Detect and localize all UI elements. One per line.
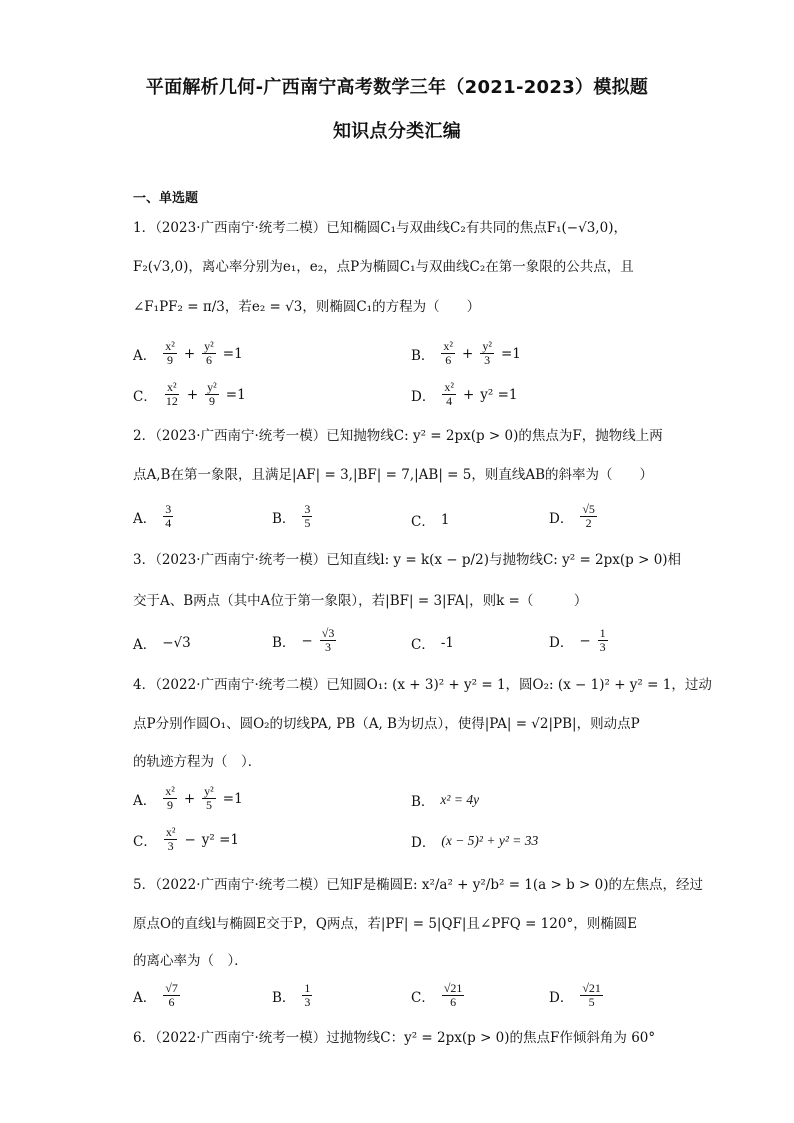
numerator: y² xyxy=(207,380,217,394)
denominator: 12 xyxy=(165,394,178,408)
option-value: (x − 5)² + y² = 33 xyxy=(441,833,539,848)
numerator: √21 xyxy=(582,981,601,995)
denominator: 9 xyxy=(167,353,174,367)
equation-tail: =1 xyxy=(225,386,246,403)
option-c xyxy=(133,826,239,853)
numerator: √5 xyxy=(582,502,595,516)
question-text-line: 5．（2022·广西南宁·统考二模）已知F是椭圆E: x²/a² + y²/b² = 1(a > b > 0)的左焦点，经过 xyxy=(133,877,703,893)
option-label: D． xyxy=(549,989,574,1006)
operator: − xyxy=(184,831,196,848)
fraction xyxy=(598,627,608,654)
option-label: C． xyxy=(411,637,435,653)
option-c xyxy=(411,510,449,530)
question-text-line: 的离心率为（ ）． xyxy=(133,953,248,969)
numerator: x² xyxy=(165,784,175,798)
equation-tail: =1 xyxy=(222,345,243,362)
question-text-line: F₂(√3,0)，离心率分别为e₁，e₂，点P为椭圆C₁与双曲线C₂在第一象限的公共点，且 xyxy=(133,259,634,275)
numerator: 3 xyxy=(304,502,311,516)
fraction xyxy=(442,982,465,1009)
denominator: 4 xyxy=(446,394,453,408)
option-a xyxy=(133,340,243,367)
numerator: x² xyxy=(165,825,176,839)
denominator: 4 xyxy=(165,516,172,530)
option-d xyxy=(549,982,604,1009)
denominator: 3 xyxy=(325,640,332,654)
operator: + xyxy=(462,345,474,362)
option-a xyxy=(133,982,181,1009)
question-text-line: ∠F₁PF₂ = π/3，若e₂ = √3，则椭圆C₁的方程为（ ） xyxy=(133,299,481,315)
option-label: B． xyxy=(272,989,296,1006)
option-label: D． xyxy=(411,835,436,851)
document-title-line-1: 平面解析几何-广西南宁高考数学三年（2021-2023）模拟题 xyxy=(145,77,649,98)
question-text-line: 2．（2023·广西南宁·统考一模）已知抛物线C: y² = 2px(p > 0)的焦点为F，抛物线上两 xyxy=(133,428,663,444)
option-label: A． xyxy=(133,510,157,527)
option-label: C． xyxy=(411,989,435,1006)
fraction xyxy=(302,503,312,530)
question-text-line: 4．（2022·广西南宁·统考二模）已知圆O₁: (x + 3)² + y² = 1，圆O₂: (x − 1)² + y² = 1，过动 xyxy=(133,677,712,693)
option-a xyxy=(133,503,174,530)
option-value: -1 xyxy=(440,635,454,651)
option-label: C． xyxy=(133,388,157,405)
operator: + xyxy=(186,386,199,403)
option-c xyxy=(411,982,465,1009)
fraction xyxy=(164,826,178,853)
option-label: D． xyxy=(549,634,574,651)
question-text-line: 的轨迹方程为（ ）． xyxy=(133,754,262,770)
option-b xyxy=(411,790,479,810)
denominator: 9 xyxy=(167,798,174,812)
numerator: 1 xyxy=(599,626,606,640)
fraction xyxy=(202,785,216,812)
equation-tail: y² =1 xyxy=(201,831,239,848)
denominator: 5 xyxy=(205,798,212,812)
question-text-line: 6．（2022·广西南宁·统考一模）过抛物线C：y² = 2px(p > 0)的焦点F作倾斜角为 60° xyxy=(133,1030,656,1046)
fraction xyxy=(442,381,456,408)
fraction xyxy=(164,381,180,408)
option-label: B． xyxy=(272,634,296,651)
option-value: −√3 xyxy=(162,635,191,651)
option-b xyxy=(411,340,521,367)
option-c xyxy=(411,633,454,653)
option-label: B． xyxy=(272,510,296,527)
fraction xyxy=(480,340,494,367)
question-text-line: 原点O的直线l与椭圆E交于P，Q两点，若|PF| = 5|QF|且∠PFQ = 120°，则椭圆E xyxy=(133,916,638,932)
equation-tail: =1 xyxy=(500,345,521,362)
option-d xyxy=(411,381,517,408)
option-label: A． xyxy=(133,347,157,364)
option-b xyxy=(272,503,313,530)
option-c xyxy=(133,381,246,408)
numerator: x² xyxy=(165,339,175,353)
document-title-line-2: 知识点分类汇编 xyxy=(332,121,462,142)
denominator: 3 xyxy=(599,640,606,654)
option-value: x² = 4y xyxy=(440,792,480,807)
question-text-line: 3．（2023·广西南宁·统考一模）已知直线l: y = k(x − p/2)与抛物线C: y² = 2px(p > 0)相 xyxy=(133,552,682,568)
fraction xyxy=(580,982,603,1009)
question-text-line: 1．（2023·广西南宁·统考二模）已知椭圆C₁与双曲线C₂有共同的焦点F₁(−√3,0)， xyxy=(133,220,627,236)
denominator: 6 xyxy=(205,353,212,367)
numerator: 3 xyxy=(165,502,172,516)
denominator: 9 xyxy=(208,394,215,408)
denominator: 2 xyxy=(585,516,592,530)
fraction xyxy=(205,381,219,408)
numerator: x² xyxy=(167,380,177,394)
numerator: √21 xyxy=(443,981,463,995)
option-label: B． xyxy=(411,794,435,810)
fraction xyxy=(302,982,312,1009)
denominator: 6 xyxy=(450,995,457,1009)
denominator: 3 xyxy=(484,353,491,367)
operator: + xyxy=(183,790,196,807)
option-label: A． xyxy=(133,792,157,809)
option-label: A． xyxy=(133,637,157,653)
option-b xyxy=(272,627,337,654)
fraction xyxy=(163,982,180,1009)
numerator: x² xyxy=(444,380,454,394)
question-text-line: 点A,B在第一象限，且满足|AF| = 3,|BF| = 7,|AB| = 5，则直线AB的斜率为（ ） xyxy=(133,467,654,483)
equation-tail: =1 xyxy=(222,790,243,807)
numerator: y² xyxy=(482,339,492,353)
option-value: 1 xyxy=(440,512,450,528)
numerator: y² xyxy=(204,784,214,798)
operator: + xyxy=(462,386,475,403)
operator: + xyxy=(183,345,196,362)
option-a xyxy=(133,633,191,653)
option-label: C． xyxy=(411,514,435,530)
denominator: 5 xyxy=(304,516,311,530)
fraction xyxy=(320,627,337,654)
numerator: 1 xyxy=(304,981,311,995)
denominator: 6 xyxy=(168,995,175,1009)
option-a xyxy=(133,785,243,812)
question-text-line: 交于A、B两点（其中A位于第一象限），若|BF| = 3|FA|，则k =（ ） xyxy=(133,593,588,609)
minus-sign: − xyxy=(579,632,591,649)
option-label: B． xyxy=(411,347,435,364)
fraction xyxy=(580,503,597,530)
numerator: y² xyxy=(204,339,214,353)
option-d xyxy=(549,503,598,530)
numerator: √7 xyxy=(165,981,178,995)
fraction xyxy=(163,785,177,812)
section-heading: 一、单选题 xyxy=(133,191,199,206)
option-label: D． xyxy=(549,510,574,527)
option-label: D． xyxy=(411,388,436,405)
question-text-line: 点P分别作圆O₁、圆O₂的切线PA, PB（A, B为切点），使得|PA| = √2|PB|，则动点P xyxy=(133,716,640,732)
numerator: √3 xyxy=(321,626,335,640)
equation-tail: y² =1 xyxy=(480,386,518,403)
denominator: 5 xyxy=(588,995,595,1009)
minus-sign: − xyxy=(301,632,313,649)
option-d xyxy=(411,831,538,851)
fraction xyxy=(202,340,216,367)
denominator: 3 xyxy=(304,995,311,1009)
option-b xyxy=(272,982,313,1009)
denominator: 6 xyxy=(445,353,452,367)
option-label: A． xyxy=(133,989,157,1006)
fraction xyxy=(163,503,173,530)
numerator: x² xyxy=(443,339,454,353)
option-d xyxy=(549,627,609,654)
option-label: C． xyxy=(133,833,157,850)
fraction xyxy=(163,340,177,367)
fraction xyxy=(441,340,455,367)
denominator: 3 xyxy=(167,839,174,853)
